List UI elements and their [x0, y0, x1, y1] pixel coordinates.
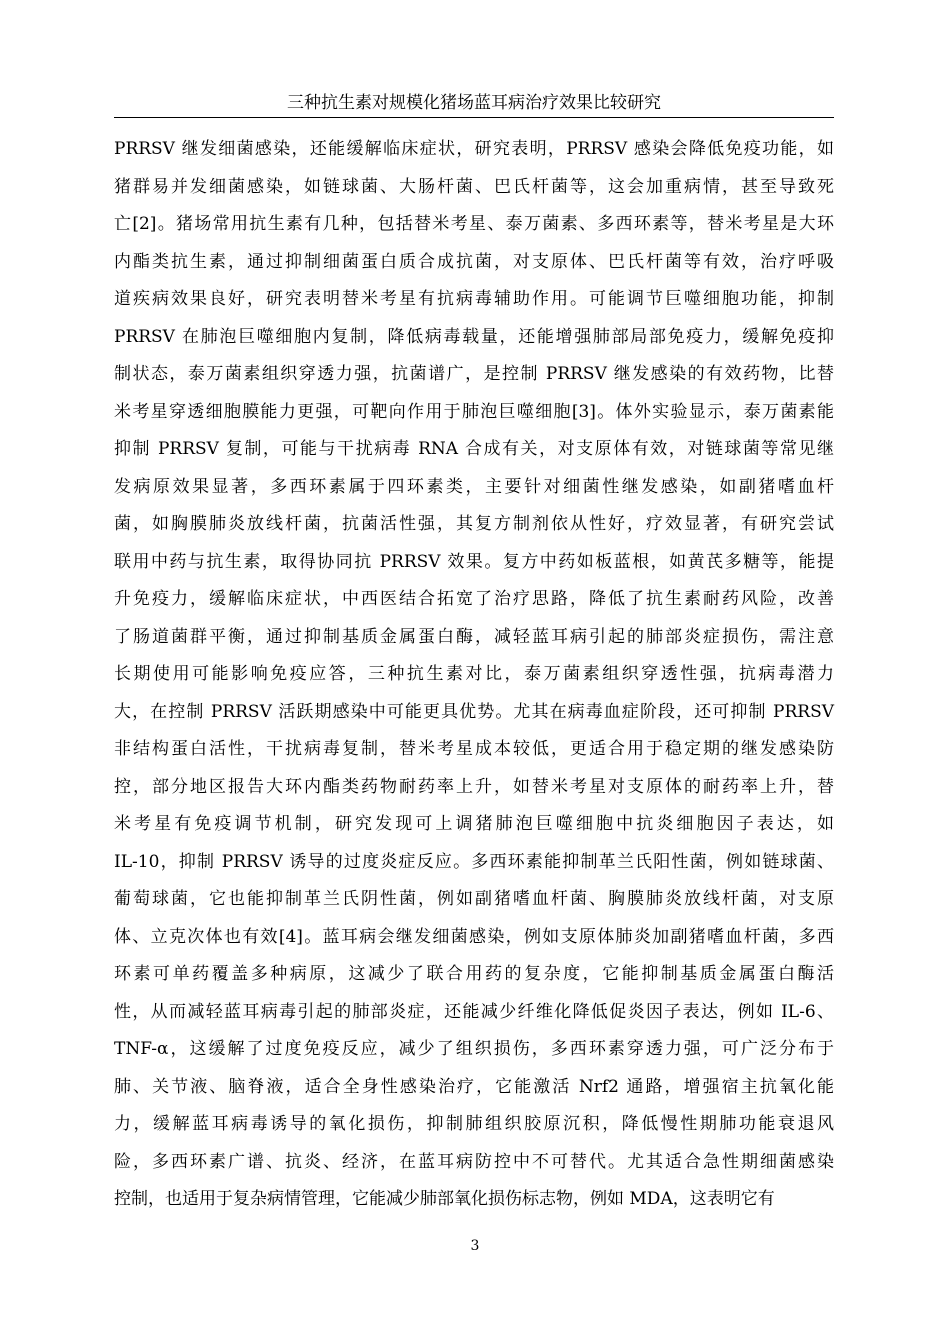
- text-line: 性，从而减轻蓝耳病毒引起的肺部炎症，还能减少纤维化降低促炎因子表达，例如 IL-6、: [114, 1001, 834, 1022]
- text-line: 米考星有免疫调节机制，研究发现可上调猪肺泡巨噬细胞中抗炎细胞因子表达，如: [114, 814, 834, 834]
- text-line: 米考星穿透细胞膜能力更强，可靶向作用于肺泡巨噬细胞[3]。体外实验显示，泰万菌素能: [114, 401, 834, 422]
- text-line: 猪群易并发细菌感染，如链球菌、大肠杆菌、巴氏杆菌等，这会加重病情，甚至导致死: [114, 176, 834, 197]
- text-line: 环素可单药覆盖多种病原，这减少了联合用药的复杂度，它能抑制基质金属蛋白酶活: [114, 964, 834, 984]
- text-line: PRRSV 继发细菌感染，还能缓解临床症状，研究表明，PRRSV 感染会降低免疫功能，如: [114, 139, 834, 159]
- page-number: 3: [470, 1238, 480, 1254]
- text-line: 联用中药与抗生素，取得协同抗 PRRSV 效果。复方中药如板蓝根，如黄芪多糖等，能提: [114, 551, 834, 572]
- header-divider: [114, 117, 834, 118]
- text-line: 抑制 PRRSV 复制，可能与干扰病毒 RNA 合成有关，对支原体有效，对链球菌等常见继: [114, 439, 834, 459]
- text-line: 长期使用可能影响免疫应答，三种抗生素对比，泰万菌素组织穿透性强，抗病毒潜力: [114, 664, 834, 684]
- text-line: 升免疫力，缓解临床症状，中西医结合拓宽了治疗思路，降低了抗生素耐药风险，改善: [114, 589, 834, 609]
- text-line: 了肠道菌群平衡，通过抑制基质金属蛋白酶，减轻蓝耳病引起的肺部炎症损伤，需注意: [114, 626, 834, 647]
- text-line: 非结构蛋白活性，干扰病毒复制，替米考星成本较低，更适合用于稳定期的继发感染防: [114, 739, 834, 759]
- text-line: IL-10，抑制 PRRSV 诱导的过度炎症反应。多西环素能抑制革兰氏阳性菌，例如链球菌、: [114, 851, 834, 872]
- text-line: 菌，如胸膜肺炎放线杆菌，抗菌活性强，其复方制剂依从性好，疗效显著，有研究尝试: [114, 514, 834, 534]
- text-line: 大，在控制 PRRSV 活跃期感染中可能更具优势。尤其在病毒血症阶段，还可抑制 PRRSV: [114, 701, 834, 722]
- text-line: PRRSV 在肺泡巨噬细胞内复制，降低病毒载量，还能增强肺部局部免疫力，缓解免疫抑: [114, 326, 834, 347]
- text-line: 肺、关节液、脑脊液，适合全身性感染治疗，它能激活 Nrf2 通路，增强宿主抗氧化能: [114, 1076, 834, 1097]
- text-line: 亡[2]。猪场常用抗生素有几种，包括替米考星、泰万菌素、多西环素等，替米考星是大环: [114, 214, 834, 234]
- text-line: 体、立克次体也有效[4]。蓝耳病会继发细菌感染，例如支原体肺炎加副猪嗜血杆菌，多西: [114, 926, 834, 947]
- text-line: 葡萄球菌，它也能抑制革兰氏阴性菌，例如副猪嗜血杆菌、胸膜肺炎放线杆菌，对支原: [114, 889, 834, 909]
- text-line: 发病原效果显著，多西环素属于四环素类，主要针对细菌性继发感染，如副猪嗜血杆: [114, 476, 834, 497]
- text-line: 控制，也适用于复杂病情管理，它能减少肺部氧化损伤标志物，例如 MDA，这表明它有: [114, 1189, 775, 1209]
- text-line: 控，部分地区报告大环内酯类药物耐药率上升，如替米考星对支原体的耐药率上升，替: [114, 776, 834, 797]
- text-line: 险，多西环素广谱、抗炎、经济，在蓝耳病防控中不可替代。尤其适合急性期细菌感染: [114, 1151, 834, 1172]
- text-line: 力，缓解蓝耳病毒诱导的氧化损伤，抑制肺组织胶原沉积，降低慢性期肺功能衰退风: [114, 1114, 834, 1134]
- text-line: 制状态，泰万菌素组织穿透力强，抗菌谱广，是控制 PRRSV 继发感染的有效药物，比替: [114, 364, 834, 384]
- text-line: 内酯类抗生素，通过抑制细菌蛋白质合成抗菌，对支原体、巴氏杆菌等有效，治疗呼吸: [114, 251, 834, 272]
- running-header-title: 三种抗生素对规模化猪场蓝耳病治疗效果比较研究: [287, 93, 661, 113]
- text-line: TNF-α，这缓解了过度免疫反应，减少了组织损伤，多西环素穿透力强，可广泛分布于: [114, 1039, 834, 1059]
- text-line: 道疾病效果良好，研究表明替米考星有抗病毒辅助作用。可能调节巨噬细胞功能，抑制: [114, 289, 834, 309]
- body-paragraph: [114, 131, 834, 1219]
